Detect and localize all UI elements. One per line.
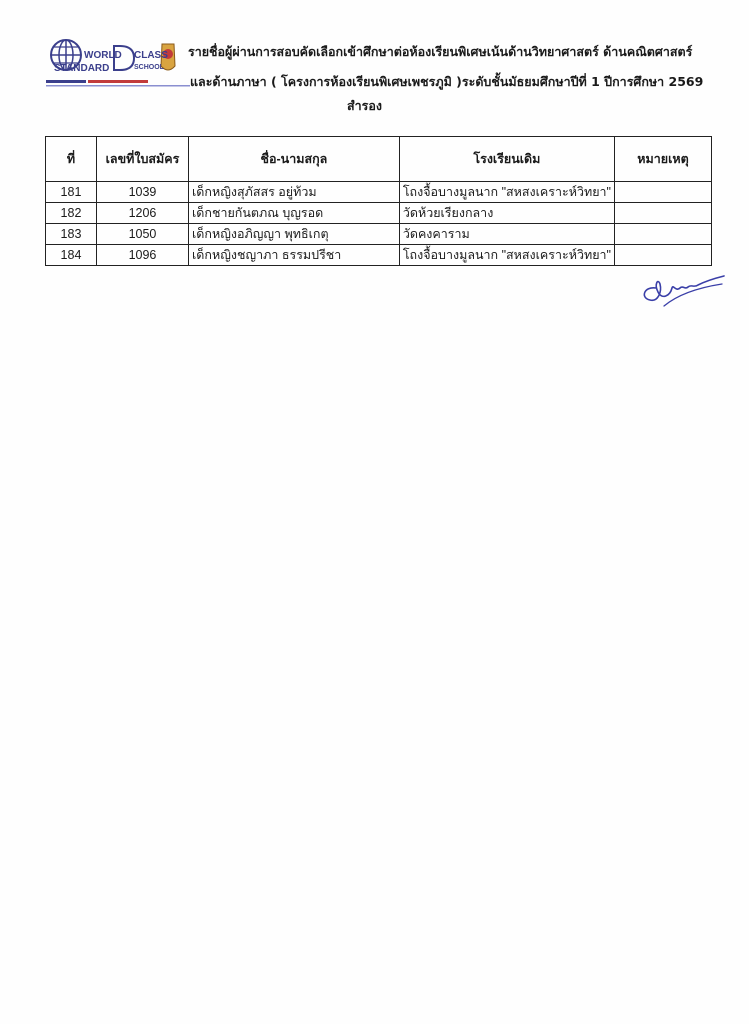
cell-no: 181 xyxy=(46,182,97,203)
cell-no: 183 xyxy=(46,224,97,245)
cell-remarks xyxy=(615,203,712,224)
cell-remarks xyxy=(615,224,712,245)
handwritten-signature-icon xyxy=(636,266,728,310)
cell-no: 182 xyxy=(46,203,97,224)
school-logo xyxy=(44,36,190,90)
header-application-number: เลขที่ใบสมัคร xyxy=(96,137,188,182)
logo-text-class: CLASS xyxy=(134,50,168,61)
cell-application-number: 1096 xyxy=(96,245,188,266)
cell-full-name: เด็กชายกันตภณ บุญรอด xyxy=(189,203,400,224)
table-row xyxy=(46,182,712,203)
logo-text-world: WORLD xyxy=(84,50,122,61)
cell-full-name: เด็กหญิงชญาภา ธรรมปรีชา xyxy=(189,245,400,266)
cell-previous-school: โถงจื้อบางมูลนาก "สหสงเคราะห์วิทยา" xyxy=(399,182,614,203)
cell-application-number: 1039 xyxy=(96,182,188,203)
cell-application-number: 1050 xyxy=(96,224,188,245)
logo-text-school: SCHOOL xyxy=(134,64,164,71)
cell-no: 184 xyxy=(46,245,97,266)
cell-full-name: เด็กหญิงอภิญญา พุทธิเกตุ xyxy=(189,224,400,245)
logo-text-standard: STANDARD xyxy=(54,63,110,74)
cell-application-number: 1206 xyxy=(96,203,188,224)
cell-previous-school: โถงจื้อบางมูลนาก "สหสงเคราะห์วิทยา" xyxy=(399,245,614,266)
cell-remarks xyxy=(615,245,712,266)
header-no: ที่ xyxy=(46,137,97,182)
document-title-line-2: และด้านภาษา ( โครงการห้องเรียนพิเศษเพชรภูมิ )ระดับชั้นมัธยมศึกษาปีที่ 1 ปีการศึกษา 2569 xyxy=(190,74,704,89)
header-full-name: ชื่อ-นามสกุล xyxy=(189,137,400,182)
cell-full-name: เด็กหญิงสุภัสสร อยู่ท้วม xyxy=(189,182,400,203)
table-row xyxy=(46,203,712,224)
table-row xyxy=(46,224,712,245)
document-subtitle-reserve: สำรอง xyxy=(347,98,382,113)
cell-remarks xyxy=(615,182,712,203)
header-remarks: หมายเหตุ xyxy=(615,137,712,182)
reserve-list-table xyxy=(45,136,712,266)
table-row xyxy=(46,245,712,266)
cell-previous-school: วัดคงคาราม xyxy=(399,224,614,245)
header-previous-school: โรงเรียนเดิม xyxy=(399,137,614,182)
table-header-row xyxy=(46,137,712,182)
document-title-line-1: รายชื่อผู้ผ่านการสอบคัดเลือกเข้าศึกษาต่อห้องเรียนพิเศษเน้นด้านวิทยาศาสตร์ ด้านคณิตศาสตร์ xyxy=(188,44,693,59)
cell-previous-school: วัดห้วยเรียงกลาง xyxy=(399,203,614,224)
